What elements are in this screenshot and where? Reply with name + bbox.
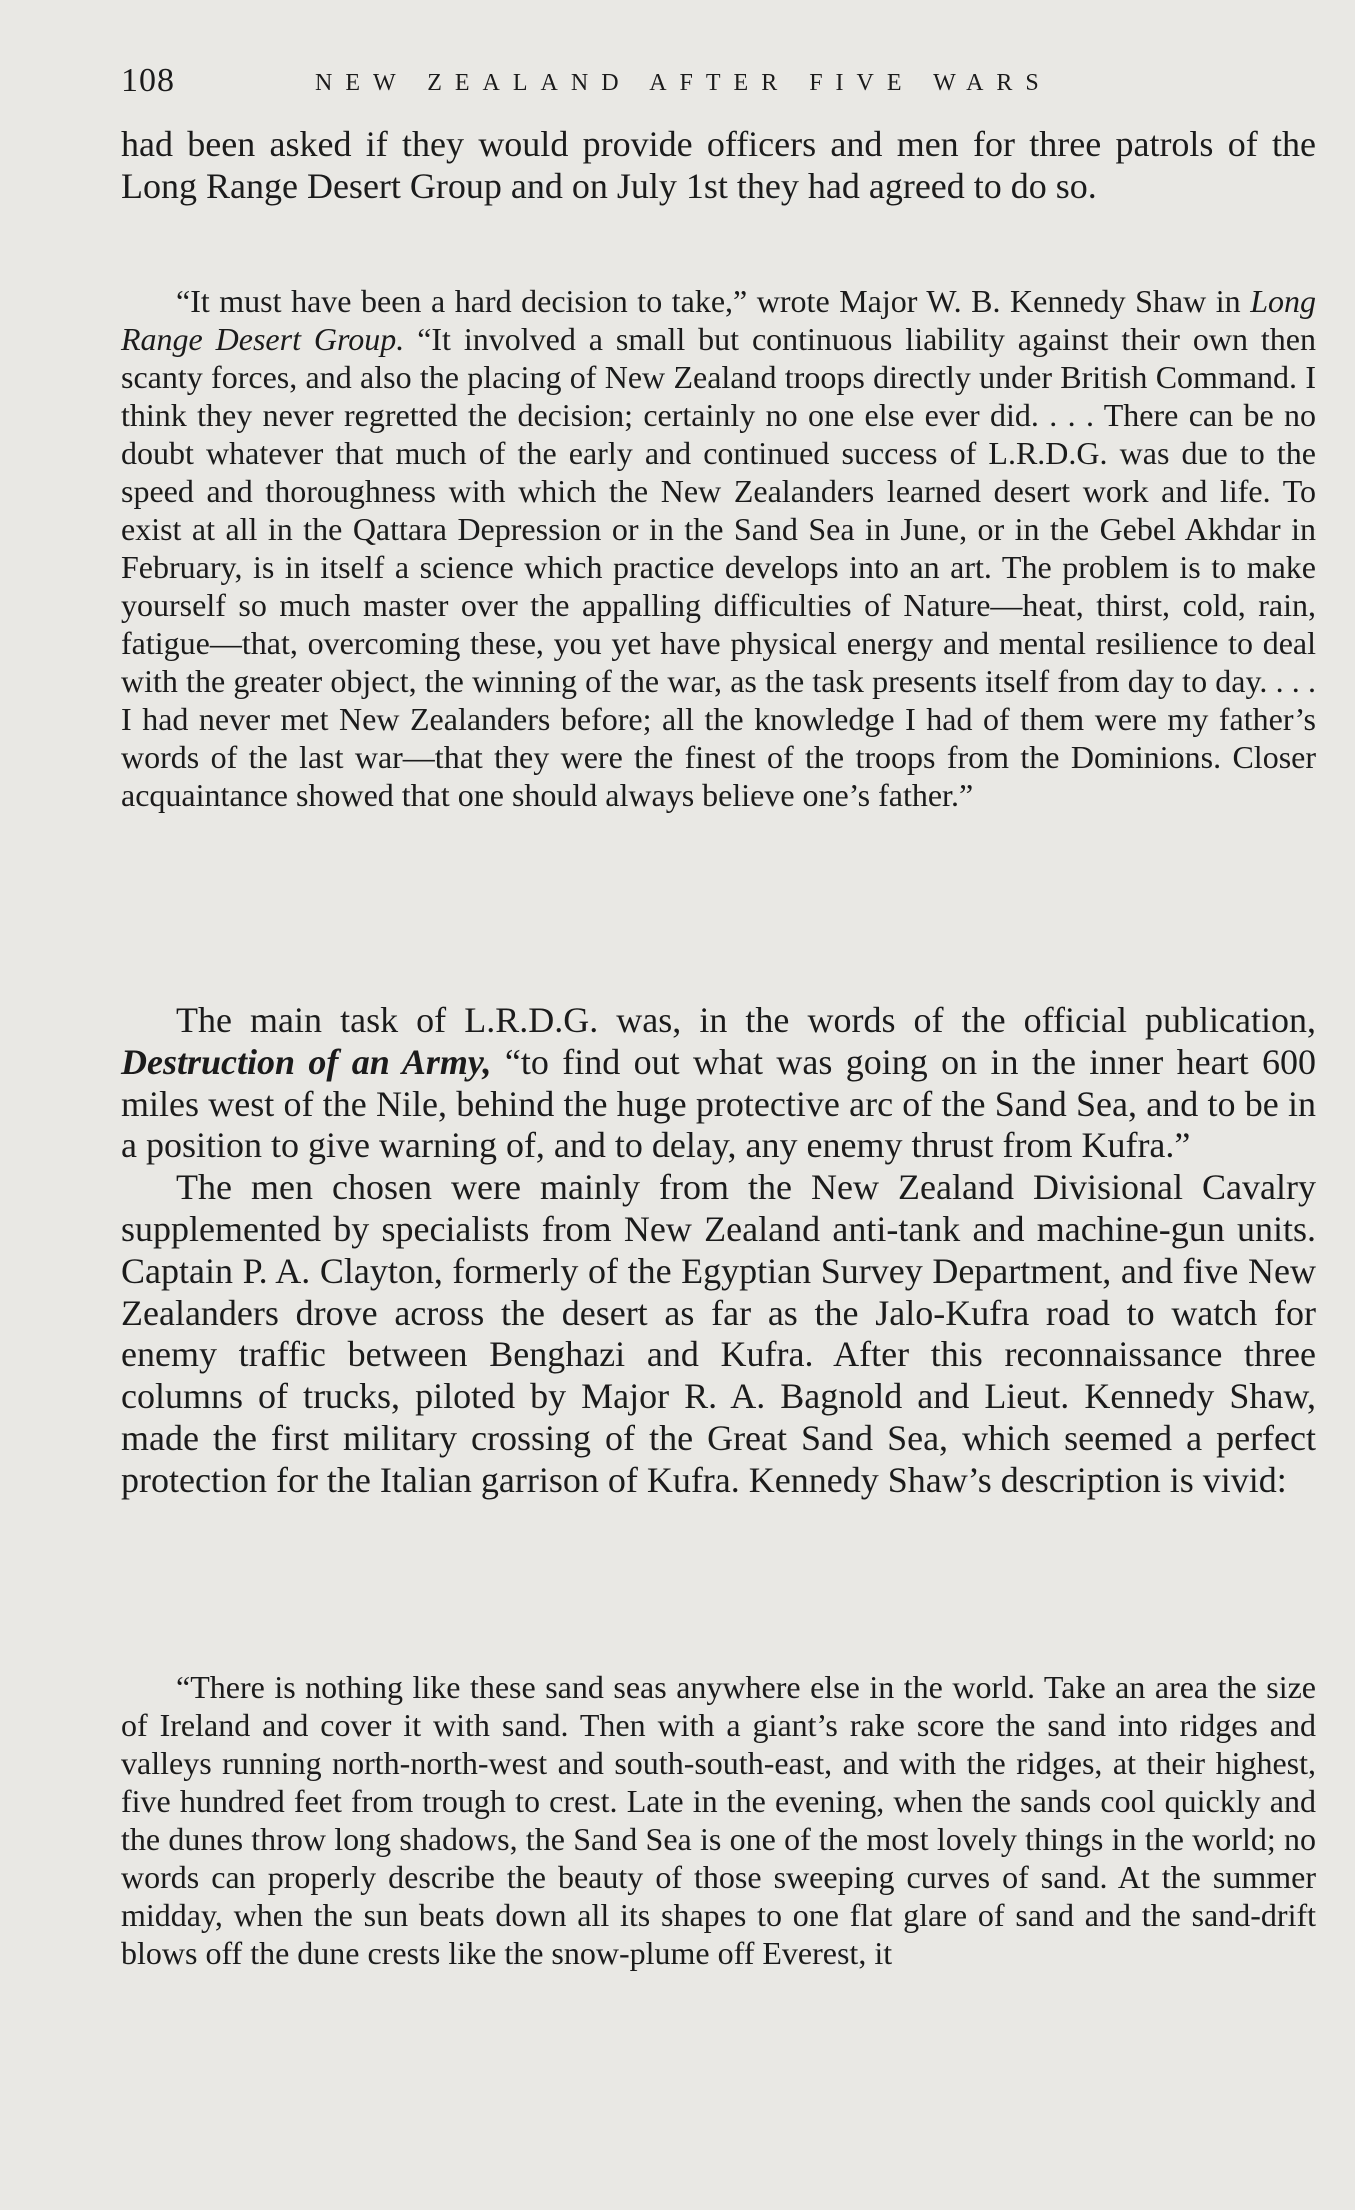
paragraph-2-lead: “It must have been a hard decision to take,” wrote Major W. B. Kennedy Shaw in bbox=[176, 283, 1251, 319]
paragraph-3 bbox=[121, 1000, 1316, 1167]
main-text-block bbox=[121, 1000, 1316, 1502]
paragraph-2-rest: “It involved a small but continuous liability against their own then scanty forces, and also the placing of New Zealand troops directly under British Command. I think they never regretted the decision; certainly no one else ever did. . . . There can be no doubt whatever that much of the early and continued success of L.R.D.G. was due to the speed and thoroughness with which the New Zealanders learned desert work and life. To exist at all in the Qattara Depression or in the Sand Sea in June, or in the Gebel Akhdar in February, is in itself a science which practice develops into an art. The problem is to make yourself so much master over the appalling difficulties of Nature—heat, thirst, cold, rain, fatigue—that, overcoming these, you yet have physical energy and mental resilience to deal with the greater object, the winning of the war, as the task presents itself from day to day. . . . I had never met New Zealanders before; all the knowledge I had of them were my father’s words of the last war—that they were the finest of the troops from the Dominions. Closer acquaintance showed that one should always believe one’s father.” bbox=[121, 321, 1317, 813]
paragraph-continuation bbox=[121, 124, 1316, 208]
paragraph-2 bbox=[121, 282, 1316, 814]
book-title-long-range-desert-group: Long Range Desert Group. bbox=[121, 283, 1316, 357]
paragraph-3-lead: The main task of L.R.D.G. was, in the words of the official publication, bbox=[176, 1000, 1316, 1040]
quotation-kennedy-shaw bbox=[121, 282, 1316, 814]
page-header bbox=[121, 62, 1126, 112]
paragraph-3-rest: “to find out what was going on in the inner heart 600 miles west of the Nile, behind the huge protective arc of the Sand Sea, and to be in a position to give warning of, and to delay, any enemy thrust from Kufra.” bbox=[121, 1041, 1316, 1166]
paragraph-1: had been asked if they would provide officers and men for three patrols of the Long Range Desert Group and on July 1st they had agreed to do so. bbox=[121, 124, 1316, 206]
quotation-sand-sea bbox=[121, 1668, 1316, 1972]
running-title: NEW ZEALAND AFTER FIVE WARS bbox=[315, 70, 1052, 96]
book-title-destruction-of-an-army: Destruction of an Army, bbox=[121, 1041, 492, 1082]
paragraph-4: The men chosen were mainly from the New Zealand Divisional Cavalry supplemented by specialists from New Zealand anti-tank and machine-gun units. Captain P. A. Clayton, formerly of the Egyptian Survey Department, and five New Zealanders drove across the desert as far as the Jalo-Kufra road to watch for enemy traffic between Benghazi and Kufra. After this reconnaissance three columns of trucks, piloted by Major R. A. Bagnold and Lieut. Kennedy Shaw, made the first military crossing of the Great Sand Sea, which seemed a perfect protection for the Italian garrison of Kufra. Kennedy Shaw’s description is vivid: bbox=[121, 1167, 1316, 1500]
paragraph-5: “There is nothing like these sand seas anywhere else in the world. Take an area the size of Ireland and cover it with sand. Then with a giant’s rake score the sand into ridges and valleys running north-north-west and south-south-east, and with the ridges, at their highest, five hundred feet from trough to crest. Late in the evening, when the sands cool quickly and the dunes throw long shadows, the Sand Sea is one of the most lovely things in the world; no words can properly describe the beauty of those sweeping curves of sand. At the summer midday, when the sun beats down all its shapes to one flat glare of sand and the sand-drift blows off the dune crests like the snow-plume off Everest, it bbox=[121, 1669, 1316, 1971]
page-number: 108 bbox=[121, 62, 175, 99]
